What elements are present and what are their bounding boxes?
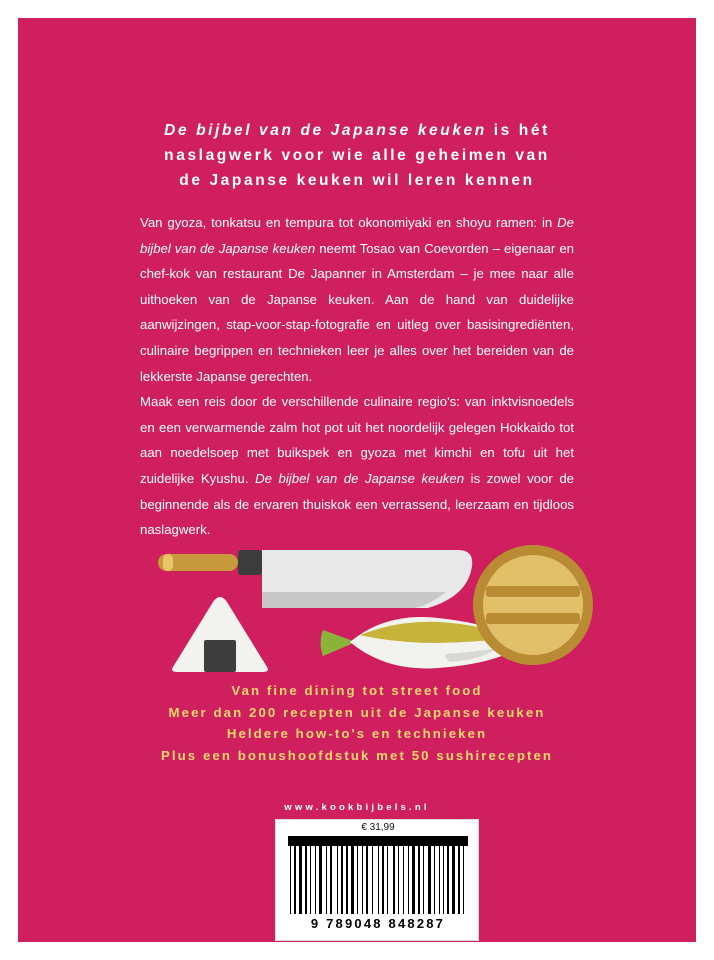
cover-bullet-list	[68, 680, 646, 766]
headline-line3: de Japanse keuken wil leren kennen	[179, 172, 535, 189]
body-paragraph-1	[140, 210, 574, 389]
body-p1-part1: Van gyoza, tonkatsu en tempura tot okonomiyaki en shoyu ramen: in	[140, 215, 558, 230]
body-p2-italic: De bijbel van de Japanse keuken	[255, 470, 465, 486]
isbn-number: 9 789048 848287	[310, 916, 446, 931]
headline-line1-rest: is hét	[486, 122, 550, 139]
cover-headline	[68, 118, 646, 193]
body-p1-part2: neemt Tosao van Coevorden – eigenaar en chef-kok van restaurant De Japanner in Amsterdam – je mee naar alle uithoeken van de Japanse keuken. Aan de hand van duidelijke aanwijzingen, stap-voor-stap-fotografie en uitleg over basisingrediënten, culinaire begrippen en technieken leer je alles over het bereiden van de lekkerste Japanse gerechten.	[140, 240, 574, 384]
bullet-line-3: Heldere how-to's en technieken	[226, 726, 488, 741]
bullet-line-1: Van fine dining tot street food	[231, 683, 483, 698]
barcode-top-bar	[288, 836, 468, 846]
bullet-line-4: Plus een bonushoofdstuk met 50 sushirecepten	[160, 747, 554, 763]
book-back-cover	[18, 18, 696, 942]
barcode-bars	[290, 846, 466, 914]
bullet-line-2: Meer dan 200 recepten uit de Japanse keuken	[168, 704, 546, 720]
body-p2-part1: Maak een reis door de verschillende culinaire regio's: van inktvisnoedels en een verwarmende zalm hot pot uit het noordelijk gelegen Hokkaido tot aan noedelsoep met buikspek en gyoza met kimchi en tofu uit het zuidelijke Kyushu.	[140, 394, 574, 486]
headline-line2: naslagwerk voor wie alle geheimen van	[164, 147, 550, 164]
onigiri-icon	[172, 597, 268, 672]
barcode-block	[275, 819, 479, 941]
body-p1-italic: De bijbel van de Japanse keuken	[140, 215, 574, 256]
knife-icon	[158, 550, 472, 608]
website-url: www.kookbijbels.nl	[284, 802, 430, 813]
food-illustration	[128, 530, 598, 680]
headline-title-italic: De bijbel van de Japanse keuken	[164, 122, 487, 139]
body-paragraph-2	[140, 389, 574, 543]
body-p2-part2: is zowel voor de beginnende als de ervaren thuiskok een verrassend, leerzaam en tijdloos naslagwerk.	[140, 470, 574, 538]
price-label: € 31,99	[361, 822, 395, 833]
sushi-roll-icon	[473, 545, 593, 665]
cover-body-copy	[140, 210, 574, 543]
